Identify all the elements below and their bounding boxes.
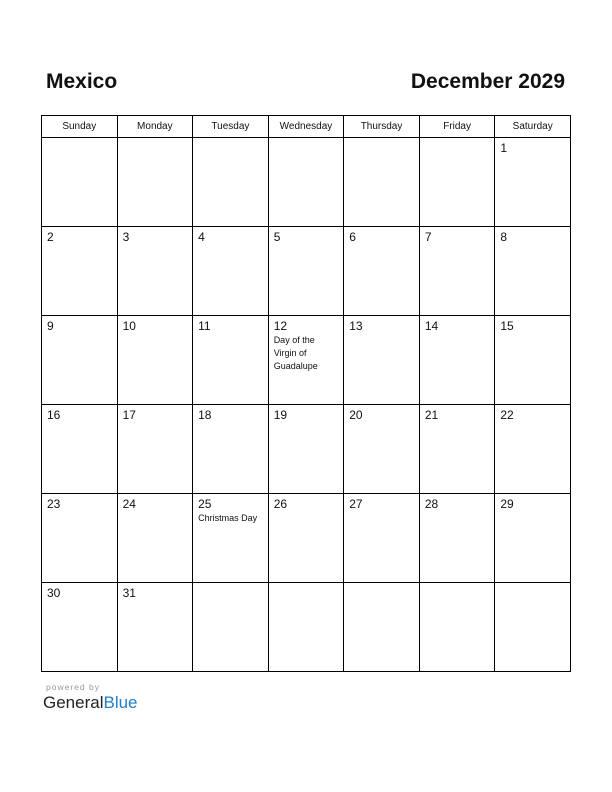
day-cell	[193, 227, 269, 316]
day-number: 25	[198, 497, 212, 511]
day-number: 2	[47, 230, 54, 244]
empty-day-cell	[419, 138, 495, 227]
day-cell	[117, 227, 193, 316]
empty-day-cell	[117, 138, 193, 227]
day-cell	[117, 494, 193, 583]
week-row	[42, 405, 571, 494]
powered-by-text: powered by	[46, 682, 100, 692]
day-cell	[42, 583, 118, 672]
week-row	[42, 138, 571, 227]
day-number: 27	[349, 497, 363, 511]
day-cell	[495, 494, 571, 583]
calendar-body	[42, 138, 571, 672]
day-number: 19	[273, 408, 288, 422]
day-number: 20	[349, 408, 363, 422]
day-cell	[117, 316, 193, 405]
day-number: 8	[500, 230, 508, 244]
day-number: 31	[122, 586, 136, 600]
day-cell	[117, 405, 193, 494]
day-cell	[495, 227, 571, 316]
month-year-title: December 2029	[410, 70, 565, 93]
day-cell	[419, 227, 495, 316]
day-cell	[268, 494, 344, 583]
day-cell	[42, 405, 118, 494]
empty-day-cell	[193, 583, 269, 672]
week-row	[42, 583, 571, 672]
day-number: 13	[349, 319, 363, 333]
day-number: 21	[424, 408, 439, 422]
day-cell	[344, 227, 420, 316]
day-number: 30	[47, 586, 61, 600]
logo-general-text: General	[43, 693, 104, 712]
weekday-header-sunday: Sunday	[42, 116, 118, 138]
branding-footer	[43, 682, 138, 713]
day-cell	[344, 494, 420, 583]
day-number: 5	[273, 230, 281, 244]
day-cell	[495, 316, 571, 405]
weekday-header-saturday: Saturday	[495, 116, 571, 138]
empty-day-cell	[344, 138, 420, 227]
day-cell	[193, 405, 269, 494]
day-cell	[344, 405, 420, 494]
day-cell	[419, 316, 495, 405]
empty-day-cell	[268, 138, 344, 227]
calendar-grid	[41, 115, 571, 672]
day-number: 9	[47, 319, 54, 333]
day-number: 3	[122, 230, 130, 244]
day-number: 15	[500, 319, 514, 333]
day-number: 4	[198, 230, 205, 244]
day-cell	[344, 316, 420, 405]
weekday-header-tuesday: Tuesday	[193, 116, 269, 138]
week-row	[42, 494, 571, 583]
generalblue-logo[interactable]	[43, 693, 138, 713]
day-number: 7	[424, 230, 432, 244]
empty-day-cell	[495, 583, 571, 672]
empty-day-cell	[193, 138, 269, 227]
day-cell	[268, 227, 344, 316]
day-cell	[117, 583, 193, 672]
weekday-header-friday: Friday	[419, 116, 495, 138]
empty-day-cell	[268, 583, 344, 672]
day-number: 16	[47, 408, 61, 422]
day-number: 12	[273, 319, 288, 333]
day-number: 24	[122, 497, 136, 511]
day-number: 11	[198, 319, 211, 333]
day-cell	[268, 316, 344, 405]
weekday-header-row	[42, 116, 571, 138]
day-cell	[419, 405, 495, 494]
day-cell	[268, 405, 344, 494]
day-number: 14	[424, 319, 439, 333]
day-number: 6	[349, 230, 356, 244]
day-number: 17	[122, 408, 136, 422]
day-cell	[42, 316, 118, 405]
day-number: 1	[500, 141, 508, 155]
day-cell	[193, 316, 269, 405]
day-number: 18	[198, 408, 212, 422]
day-number: 26	[273, 497, 288, 511]
day-cell	[193, 494, 269, 583]
day-cell	[419, 494, 495, 583]
day-number: 23	[47, 497, 61, 511]
day-number: 28	[424, 497, 439, 511]
day-cell	[42, 494, 118, 583]
day-cell	[495, 405, 571, 494]
holiday-label: Christmas Day	[198, 513, 258, 523]
week-row	[42, 227, 571, 316]
weekday-header-thursday: Thursday	[344, 116, 420, 138]
empty-day-cell	[42, 138, 118, 227]
day-number: 29	[500, 497, 514, 511]
empty-day-cell	[344, 583, 420, 672]
country-title: Mexico	[46, 70, 118, 93]
day-number: 10	[122, 319, 136, 333]
week-row	[42, 316, 571, 405]
weekday-header-wednesday: Wednesday	[268, 116, 344, 138]
day-number: 22	[500, 408, 514, 422]
logo-blue-text: Blue	[103, 693, 138, 712]
holiday-label: Day of the Virgin of Guadalupe	[273, 335, 318, 371]
day-cell	[42, 227, 118, 316]
weekday-header-monday: Monday	[117, 116, 193, 138]
empty-day-cell	[419, 583, 495, 672]
day-cell	[495, 138, 571, 227]
